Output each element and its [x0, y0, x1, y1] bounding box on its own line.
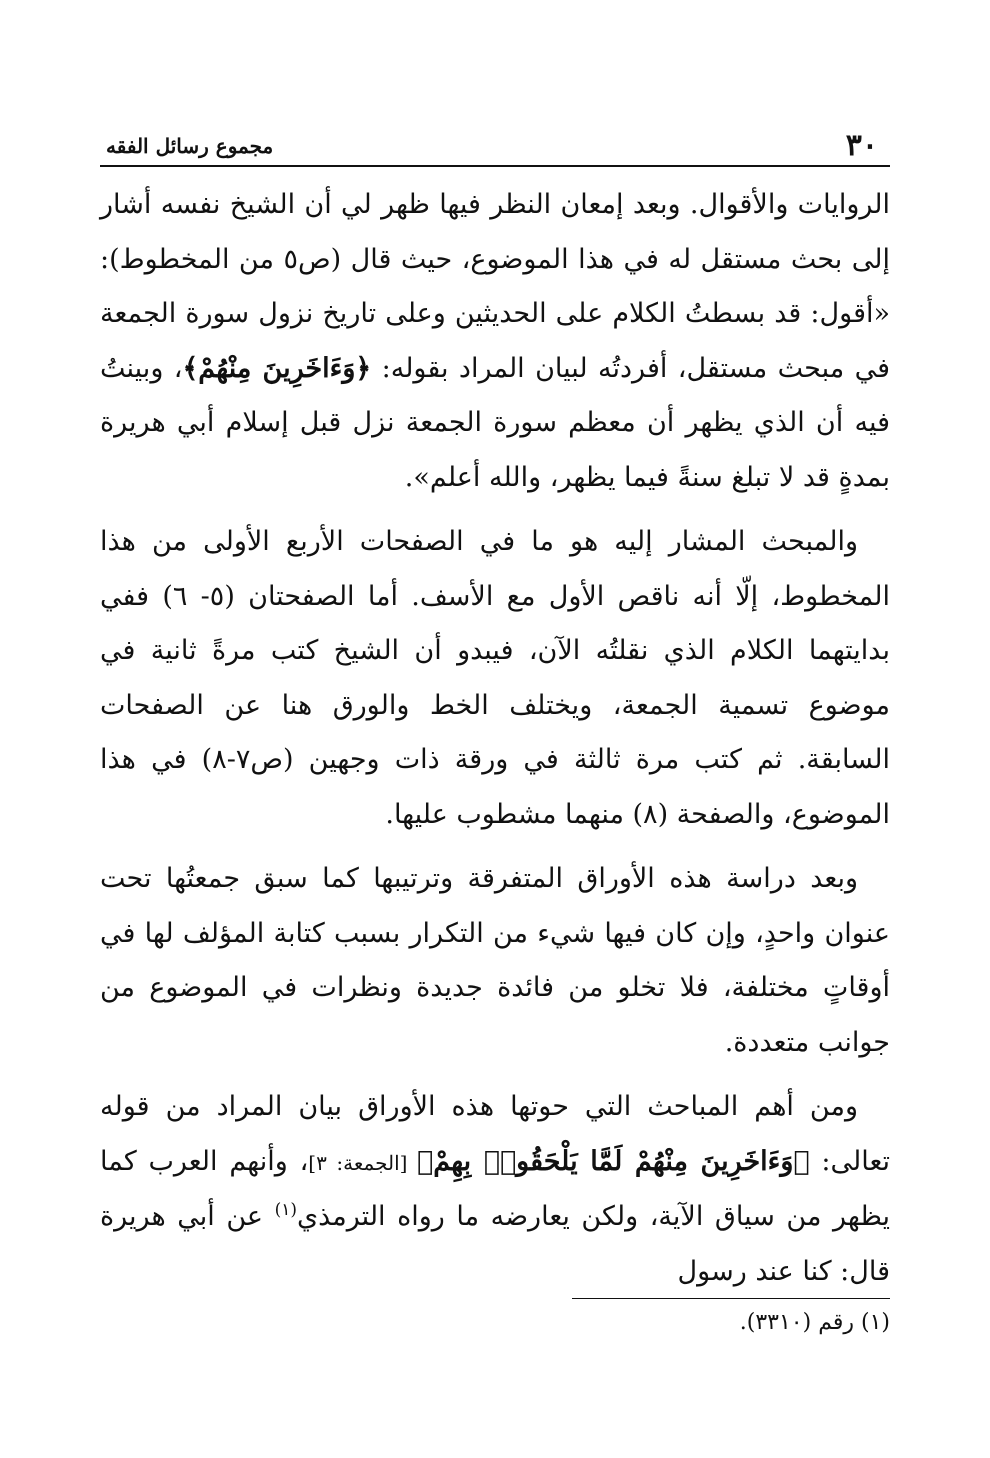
page-header	[100, 128, 890, 164]
paragraph-4	[100, 1080, 890, 1299]
paragraph-2	[100, 515, 890, 842]
body-text	[100, 178, 890, 1309]
paragraph-1	[100, 178, 890, 505]
paragraph-2-text: والمبحث المشار إليه هو ما في الصفحات الأربع الأولى من هذا المخطوط، إلّا أنه ناقص الأول مع الأسف. أما الصفحتان (٥- ٦) ففي بدايتهما الكلام الذي نقلتُه الآن، فيبدو أن الشيخ كتب مرةً ثانية في موضوع تسمية الجمعة، ويختلف الخط والورق هنا عن الصفحات السابقة. ثم كتب مرة ثالثة في ورقة ذات وجهين (ص٧-٨) في هذا الموضوع، والصفحة (٨) منهما مشطوب عليها.	[100, 526, 890, 830]
paragraph-4-text-after: ، وأنهم العرب كما يظهر من سياق الآية، ولكن يعارضه ما رواه الترمذي	[100, 1145, 890, 1232]
running-title: مجموع رسائل الفقه	[106, 134, 274, 158]
header-rule	[100, 165, 890, 167]
footnote-text: رقم (٣٣١٠).	[739, 1310, 861, 1335]
paragraph-4-text-end: عن أبي هريرة قال: كنا عند رسول	[100, 1201, 890, 1287]
quran-quote-1: ﴿وَءَاخَرِينَ مِنْهُمْ﴾	[182, 352, 372, 384]
surah-citation: [الجمعة: ٣]	[308, 1150, 418, 1175]
paragraph-3-text: وبعد دراسة هذه الأوراق المتفرقة وترتيبها كما سبق جمعتُها تحت عنوان واحدٍ، وإن كان فيها شيء من التكرار بسبب كتابة المؤلف لها في أوقاتٍ مختلفة، فلا تخلو من فائدة جديدة ونظرات في الموضوع من جوانب متعددة.	[100, 863, 890, 1058]
page-number: ٣٠	[845, 128, 878, 163]
footnote-separator	[572, 1298, 890, 1299]
quran-quote-2: ﴿وَءَاخَرِينَ مِنْهُمْ لَمَّا يَلْحَقُوا۟ بِهِمْ﴾	[417, 1145, 810, 1177]
paragraph-1-text-after: ، وبينتُ فيه أن الذي يظهر أن معظم سورة الجمعة نزل قبل إسلام أبي هريرة بمدةٍ قد لا تبلغ سنةً فيما يظهر، والله أعلم».	[100, 352, 890, 493]
paragraph-3	[100, 852, 890, 1070]
footnote	[390, 1310, 890, 1335]
paragraph-4-text: ومن أهم المباحث التي حوتها هذه الأوراق بيان المراد من قوله تعالى:	[100, 1091, 891, 1177]
footnote-reference[interactable]: (١)	[274, 1200, 297, 1220]
footnote-marker: (١)	[860, 1310, 890, 1335]
paragraph-1-text: الروايات والأقوال. وبعد إمعان النظر فيها ظهر لي أن الشيخ نفسه أشار إلى بحث مستقل له في هذا الموضوع، حيث قال (ص٥ من المخطوط): «أقول: قد بسطتُ الكلام على الحديثين وعلى تاريخ نزول سورة الجمعة في مبحث مستقل، أفردتُه لبيان المراد بقوله:	[100, 189, 890, 384]
